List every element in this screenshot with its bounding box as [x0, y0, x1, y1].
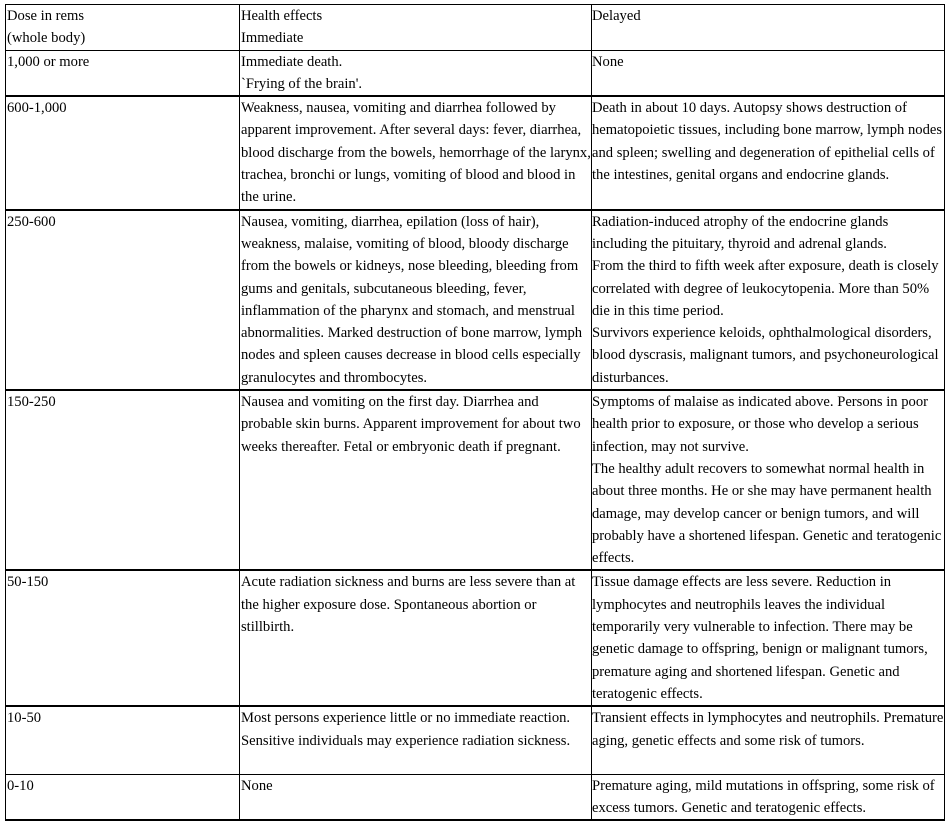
table-row [6, 96, 945, 209]
header-immediate: Health effects Immediate [240, 5, 592, 51]
immediate-cell: Immediate death. `Frying of the brain'. [240, 50, 592, 96]
table-row [6, 390, 945, 570]
delayed-cell: Tissue damage effects are less severe. Reduction in lymphocytes and neutrophils leaves the individual temporarily very vulnerable to infection. There may be genetic damage to offspring, benign or malignant tumors, premature aging and shortened lifespan. Genetic and teratogenic effects. [592, 570, 945, 706]
delayed-cell: None [592, 50, 945, 96]
header-dose: Dose in rems (whole body) [6, 5, 240, 51]
table-row [6, 570, 945, 706]
immediate-cell: Acute radiation sickness and burns are less severe than at the higher exposure dose. Spontaneous abortion or stillbirth. [240, 570, 592, 706]
dose-cell: 250-600 [6, 210, 240, 390]
immediate-cell: Nausea and vomiting on the first day. Diarrhea and probable skin burns. Apparent improvement for about two weeks thereafter. Fetal or embryonic death if pregnant. [240, 390, 592, 570]
immediate-cell: Weakness, nausea, vomiting and diarrhea followed by apparent improvement. After several days: fever, diarrhea, blood discharge from the bowels, hemorrhage of the larynx, trachea, bronchi or lungs, vomiting of blood and blood in the urine. [240, 96, 592, 209]
table-row [6, 706, 945, 774]
delayed-cell: Transient effects in lymphocytes and neutrophils. Premature aging, genetic effects and some risk of tumors. [592, 706, 945, 774]
delayed-cell: Symptoms of malaise as indicated above. Persons in poor health prior to exposure, or those who develop a serious infection, may not survive. The healthy adult recovers to somewhat normal health in about three months. He or she may have permanent health damage, may develop cancer or benign tumors, and will probably have a shortened lifespan. Genetic and teratogenic effects. [592, 390, 945, 570]
dose-cell: 600-1,000 [6, 96, 240, 209]
table-row [6, 50, 945, 96]
delayed-cell: Radiation-induced atrophy of the endocrine glands including the pituitary, thyroid and adrenal glands. From the third to fifth week after exposure, death is closely correlated with degree of leukocytopenia. More than 50% die in this time period. Survivors experience keloids, ophthalmological disorders, blood dyscrasis, malignant tumors, and psychoneurological disturbances. [592, 210, 945, 390]
radiation-effects-table [5, 4, 945, 821]
delayed-cell: Death in about 10 days. Autopsy shows destruction of hematopoietic tissues, including bone marrow, lymph nodes and spleen; swelling and degeneration of epithelial cells of the intestines, genital organs and endocrine glands. [592, 96, 945, 209]
table-header-row [6, 5, 945, 51]
delayed-cell: Premature aging, mild mutations in offspring, some risk of excess tumors. Genetic and teratogenic effects. [592, 774, 945, 820]
immediate-cell: Most persons experience little or no immediate reaction. Sensitive individuals may experience radiation sickness. [240, 706, 592, 774]
table-row [6, 774, 945, 820]
dose-cell: 0-10 [6, 774, 240, 820]
dose-cell: 50-150 [6, 570, 240, 706]
table-row [6, 210, 945, 390]
dose-cell: 10-50 [6, 706, 240, 774]
immediate-cell: None [240, 774, 592, 820]
dose-cell: 1,000 or more [6, 50, 240, 96]
immediate-cell: Nausea, vomiting, diarrhea, epilation (loss of hair), weakness, malaise, vomiting of blood, bloody discharge from the bowels or kidneys, nose bleeding, bleeding from gums and genitals, subcutaneous bleeding, fever, inflammation of the pharynx and stomach, and menstrual abnormalities. Marked destruction of bone marrow, lymph nodes and spleen causes decrease in blood cells especially granulocytes and thrombocytes. [240, 210, 592, 390]
dose-cell: 150-250 [6, 390, 240, 570]
header-delayed: Delayed [592, 5, 945, 51]
